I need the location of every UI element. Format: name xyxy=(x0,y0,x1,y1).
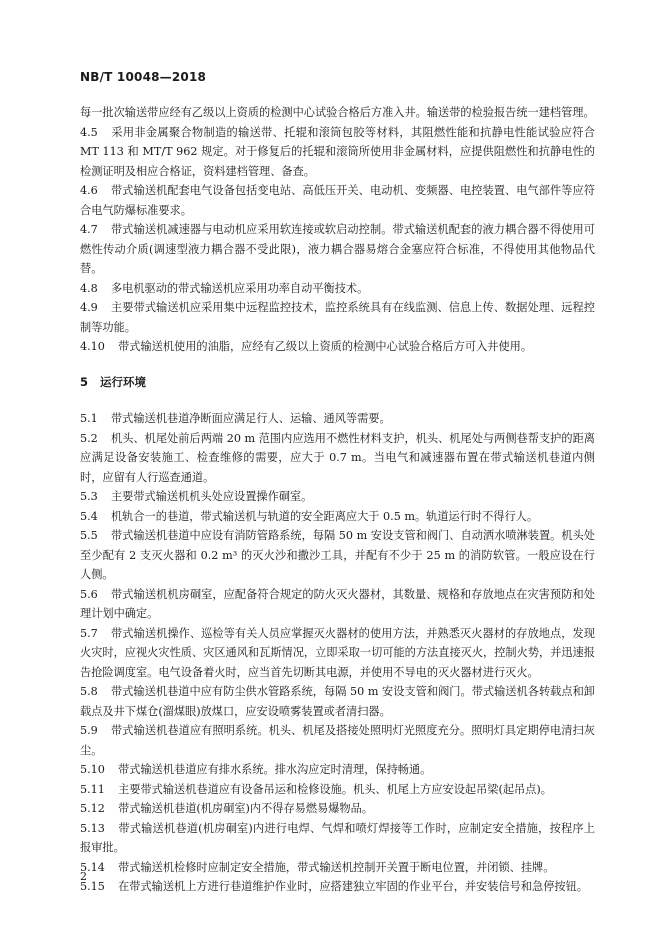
clause-paragraph xyxy=(80,721,595,760)
section-5-clauses xyxy=(80,409,595,897)
clause-paragraph xyxy=(80,507,595,527)
clause-paragraph xyxy=(80,819,595,858)
clause-paragraph xyxy=(80,624,595,683)
clause-text: 带式输送机巷道应有排水系统。排水沟应定时清理，保持畅通。 xyxy=(118,763,432,776)
clause-text: 带式输送机配套电气设备包括变电站、高低压开关、电动机、变频器、电控装置、电气部件等应符合电气防爆标准要求。 xyxy=(80,184,595,217)
clause-text: 带式输送机巷道净断面应满足行人、运输、通风等需要。 xyxy=(110,412,391,425)
clause-number: 4.10 xyxy=(80,340,105,353)
section-number: 5 xyxy=(80,374,89,389)
clause-text: 多电机驱动的带式输送机应采用功率自动平衡技术。 xyxy=(110,281,369,295)
clause-text: 主要带式输送机机头处应设置操作硐室。 xyxy=(110,490,313,503)
clause-paragraph xyxy=(80,181,595,220)
standard-code-header: NB/T 10048—2018 xyxy=(80,70,207,84)
clause-paragraph xyxy=(80,279,595,299)
clause-text: 带式输送机减速器与电动机应采用软连接或软启动控制。带式输送机配套的液力耦合器不得使用可燃性传动介质(调速型液力耦合器不受此限)，液力耦合器易熔合金塞应符合标准，不得使用其他物品代替。 xyxy=(80,223,595,275)
page-number: 2 xyxy=(80,870,87,883)
clause-text: 机轨合一的巷道，带式输送机与轨道的安全距离应大于 0.5 m。轨道运行时不得行人。 xyxy=(110,509,539,523)
clause-paragraph xyxy=(80,220,595,279)
clause-number: 4.6 xyxy=(80,184,98,197)
section-title: 运行环境 xyxy=(100,374,147,389)
clause-paragraph xyxy=(80,123,595,182)
clause-text: 带式输送机操作、巡检等有关人员应掌握灭火器材的使用方法，并熟悉灭火器材的存放地点，发现火灾时，应视火灾性质、灾区通风和瓦斯情况，立即采取一切可能的方法直接灭火，控制火势，并迅速报告抢险调度室。电气设备着火时，应当首先切断其电源，并使用不导电的灭火器材进行灭火。 xyxy=(80,626,595,679)
clause-number: 5.7 xyxy=(80,626,98,640)
clause-text: 带式输送机巷道(机房硐室)内进行电焊、气焊和喷灯焊接等工作时，应制定安全措施，按程序上报审批。 xyxy=(80,821,595,854)
clause-paragraph xyxy=(80,409,595,429)
clause-text: 每一批次输送带应经有乙级以上资质的检测中心试验合格后方准入井。输送带的检验报告统一建档管理。 xyxy=(80,106,595,119)
clause-number: 5.13 xyxy=(80,821,105,835)
clause-paragraph xyxy=(80,429,595,488)
clause-text: 机头、机尾处前后两端 20 m 范围内应选用不燃性材料支护，机头、机尾处与两侧巷帮支护的距离应满足设备安装施工、检查维修的需要，应大于 0.7 m。当电气和减速器布置在带式输送机巷道内侧时，应留有人行巡查通道。 xyxy=(80,431,595,484)
clause-paragraph xyxy=(80,103,595,123)
clause-text: 带式输送机巷道中应设有消防管路系统，每隔 50 m 安设支管和阀门、自动洒水喷淋装置。机头处至少配有 2 支灭火器和 0.2 m³ 的灭火沙和撒沙工具，并配有不少于 25 m 的消防软管。一般应设在行人侧。 xyxy=(80,529,595,581)
clause-number: 5.12 xyxy=(80,802,105,815)
clause-text: 带式输送机机房硐室，应配备符合规定的防火灭火器材，其数量、规格和存放地点在灾害预防和处理计划中确定。 xyxy=(80,587,595,620)
clause-text: 在带式输送机上方进行巷道维护作业时，应搭建独立牢固的作业平台，并安装信号和急停按钮。 xyxy=(118,880,588,893)
clause-number: 4.9 xyxy=(80,301,98,314)
clause-number: 5.15 xyxy=(80,880,105,893)
clause-text: 带式输送机使用的油脂，应经有乙级以上资质的检测中心试验合格后方可入井使用。 xyxy=(118,340,533,353)
clause-number: 4.8 xyxy=(80,281,98,295)
section-5-heading xyxy=(80,373,595,393)
clause-paragraph xyxy=(80,858,595,878)
clause-paragraph xyxy=(80,526,595,585)
clause-text: 主要带式输送机巷道应有设备吊运和检修设施。机头、机尾上方应安设起吊梁(起吊点)。 xyxy=(118,782,552,796)
page-content xyxy=(80,103,595,897)
clause-number: 5.6 xyxy=(80,587,98,601)
clause-paragraph xyxy=(80,585,595,624)
clause-number: 5.14 xyxy=(80,860,105,874)
clause-paragraph xyxy=(80,298,595,337)
clause-text: 带式输送机巷道应有照明系统。机头、机尾及搭接处照明灯光照度充分。照明灯具定期停电清扫灰尘。 xyxy=(80,724,595,757)
clause-text: 带式输送机巷道中应有防尘供水管路系统，每隔 50 m 安设支管和阀门。带式输送机各转载点和卸载点及井下煤仓(溜煤眼)放煤口，应安设喷雾装置或者清扫器。 xyxy=(80,685,595,718)
clause-paragraph xyxy=(80,682,595,721)
clause-number: 5.2 xyxy=(80,431,98,445)
clause-number: 5.4 xyxy=(80,509,98,523)
clause-number: 4.7 xyxy=(80,223,98,236)
clause-paragraph xyxy=(80,780,595,800)
clause-number: 5.9 xyxy=(80,724,98,737)
clause-number: 4.5 xyxy=(80,125,98,139)
clause-text: 带式输送机检修时应制定安全措施，带式输送机控制开关置于断电位置，并闭锁、挂牌。 xyxy=(118,860,555,874)
clause-text: 主要带式输送机应采用集中远程监控技术，监控系统具有在线监测、信息上传、数据处理、远程控制等功能。 xyxy=(80,301,595,334)
clause-text: 带式输送机巷道(机房硐室)内不得存易燃易爆物品。 xyxy=(118,802,373,815)
clause-paragraph xyxy=(80,337,595,357)
clause-paragraph xyxy=(80,877,595,897)
clause-number: 5.1 xyxy=(80,412,98,425)
clause-number: 5.11 xyxy=(80,782,105,796)
clause-paragraph xyxy=(80,760,595,780)
clause-number: 5.5 xyxy=(80,529,98,542)
clause-number: 5.3 xyxy=(80,490,98,503)
clause-text: 采用非金属聚合物制造的输送带、托辊和滚筒包胶等材料，其阻燃性能和抗静电性能试验应符合 MT 113 和 MT/T 962 规定。对于修复后的托辊和滚筒所使用非金属材料，应提供阻燃性和抗静电性的检测证明及相应合格证，资料建档管理、备查。 xyxy=(80,125,595,178)
clause-number: 5.8 xyxy=(80,685,98,698)
clause-paragraph xyxy=(80,487,595,507)
clause-number: 5.10 xyxy=(80,763,105,776)
clause-4-continuation xyxy=(80,103,595,357)
clause-paragraph xyxy=(80,799,595,819)
